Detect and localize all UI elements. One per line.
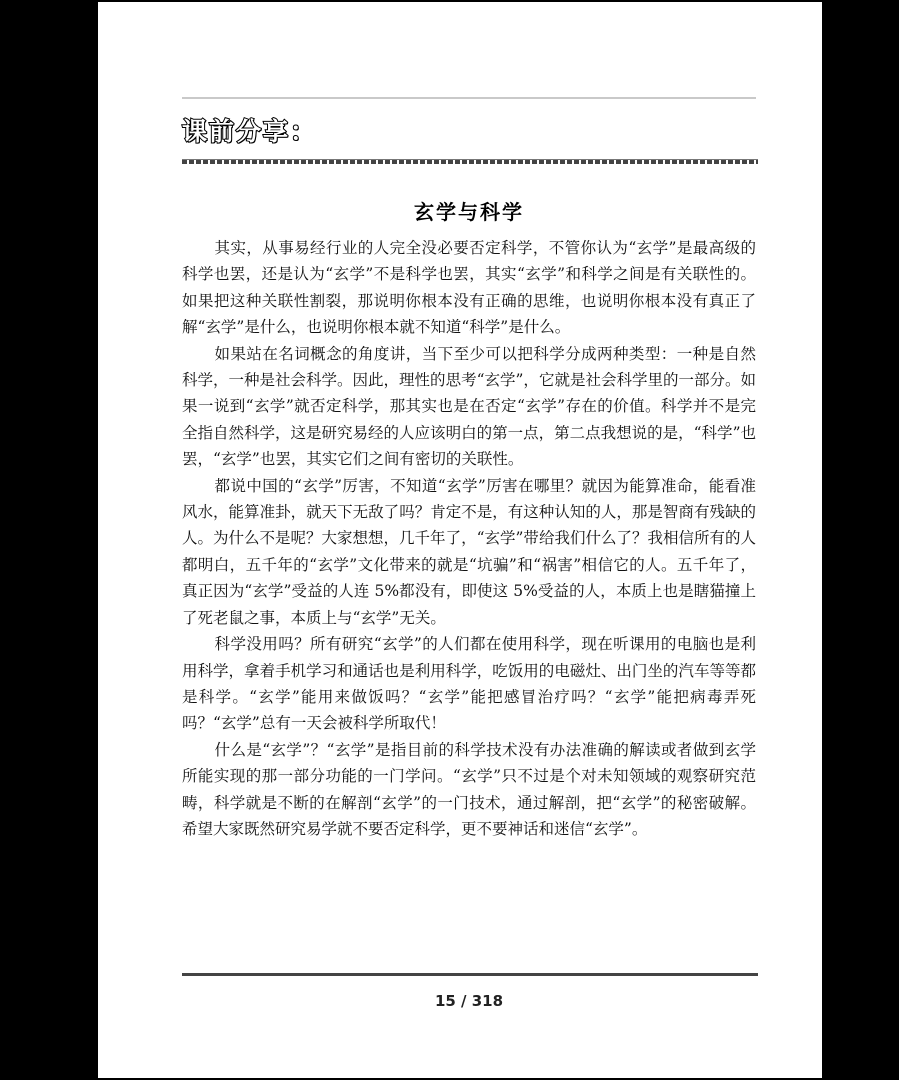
article-body [182,235,756,842]
top-divider [182,97,756,99]
paragraph: 什么是“玄学”？“玄学”是指目前的科学技术没有办法准确的解读或者做到玄学所能实现的那一部分功能的一门学问。“玄学”只不过是个对未知领域的观察研究范畴，科学就是不断的在解剖“玄学”的一门技术，通过解剖，把“玄学”的秘密破解。希望大家既然研究易学就不要否定科学，更不要神话和迷信“玄学”。 [182,740,756,838]
article-title: 玄学与科学 [414,200,524,224]
paragraph: 如果站在名词概念的角度讲，当下至少可以把科学分成两种类型：一种是自然科学，一种是社会科学。因此，理性的思考“玄学”，它就是社会科学里的一部分。如果一说到“玄学”就否定科学，那其实也是在否定“玄学”存在的价值。科学并不是完全指自然科学，这是研究易经的人应该明白的第一点，第二点我想说的是，“科学”也罢，“玄学”也罢，其实它们之间有密切的关联性。 [182,344,756,469]
section-title: 课前分享： [182,117,318,146]
paragraph: 都说中国的“玄学”厉害，不知道“玄学”厉害在哪里？就因为能算准命，能看准风水，能算准卦，就天下无敌了吗？肯定不是，有这种认知的人，那是智商有残缺的人。为什么不是呢？大家想想，几千年了，“玄学”带给我们什么了？我相信所有的人都明白，五千年的“玄学”文化带来的就是“坑骗”和“祸害”相信它的人。五千年了，真正因为“玄学”受益的人连 5%都没有，即使这 5%受益的人，本质上也是瞎猫撞上了死老鼠之事，本质上与“玄学”无关。 [182,476,756,627]
dashed-divider [182,159,758,164]
page-number: 15 / 318 [434,992,504,1010]
paragraph: 科学没用吗？所有研究“玄学”的人们都在使用科学，现在听课用的电脑也是利用科学，拿着手机学习和通话也是利用科学，吃饭用的电磁灶、出门坐的汽车等等都是科学。“玄学”能用来做饭吗？“玄学”能把感冒治疗吗？“玄学”能把病毒弄死吗？“玄学”总有一天会被科学所取代！ [182,635,756,733]
paragraph: 其实，从事易经行业的人完全没必要否定科学，不管你认为“玄学”是最高级的科学也罢，还是认为“玄学”不是科学也罢，其实“玄学”和科学之间是有关联性的。如果把这种关联性割裂，那说明你根本没有正确的思维，也说明你根本没有真正了解“玄学”是什么，也说明你根本就不知道“科学”是什么。 [182,239,756,337]
bottom-divider [182,973,758,976]
document-page [98,2,822,1078]
